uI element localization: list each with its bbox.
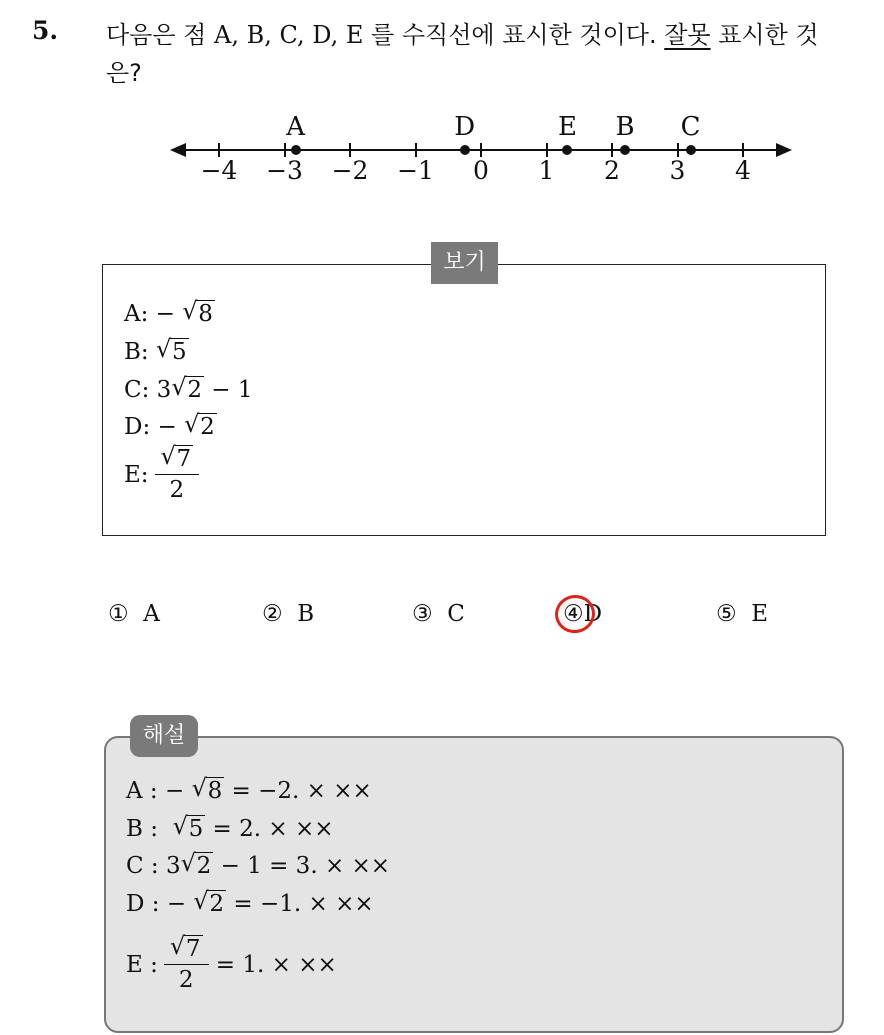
number-line-tick-mark [415, 143, 417, 157]
sqrt-symbol [163, 446, 194, 472]
choice-mark: ② [262, 601, 283, 627]
explanation-line-b [126, 816, 334, 842]
exp-radicand: 2 [209, 891, 225, 917]
bogi-item-label: C: [124, 377, 150, 403]
explanation-title: 해설 [130, 715, 198, 757]
choice-2[interactable] [262, 601, 314, 627]
question-points: A, B, C, D, E [214, 21, 364, 49]
exp-radicand: 8 [207, 778, 223, 804]
fraction-numerator [155, 446, 200, 475]
fraction [164, 936, 209, 993]
bogi-item-label: E: [124, 461, 149, 488]
number-line-point-c [686, 145, 696, 155]
bogi-item-pre: − [150, 414, 185, 440]
question-underlined: 잘못 [664, 21, 711, 49]
bogi-item-pre: − [148, 301, 183, 327]
number-line-point-label: E [557, 112, 577, 142]
sqrt-symbol [175, 816, 206, 842]
choice-3[interactable] [412, 601, 465, 627]
number-line-tick-label: 3 [669, 156, 686, 185]
answer-circle-mark [551, 591, 598, 636]
choice-text: A [143, 601, 160, 627]
exp-radicand: 7 [185, 936, 201, 962]
bogi-item-label: A: [124, 301, 149, 327]
bogi-item-label: B: [124, 339, 149, 365]
number-line-tick-label: 1 [538, 156, 555, 185]
number-line-tick-mark [546, 143, 548, 157]
bogi-item-label: D: [124, 414, 151, 440]
number-line-tick-label: 4 [735, 156, 751, 185]
choice-mark: ⑤ [716, 601, 737, 627]
sqrt-symbol [195, 891, 226, 917]
bogi-item-c [124, 377, 252, 403]
number-line-point-e [562, 145, 572, 155]
fraction [155, 446, 200, 503]
number-line-tick-label: −3 [266, 156, 303, 185]
exp-label: A : [126, 778, 158, 804]
exp-post: = 1. × ×× [208, 951, 337, 978]
choice-text: D [583, 601, 603, 627]
exp-pre [158, 816, 173, 842]
exp-radicand: 2 [196, 853, 212, 879]
sqrt-symbol [158, 339, 189, 365]
sqrt-symbol [184, 301, 215, 327]
question-text-pre: 다음은 점 [106, 21, 214, 49]
question-text-mid: 를 수직선에 표시한 것이다. [363, 21, 665, 49]
exp-label: B : [126, 816, 158, 842]
exp-post: = −1. × ×× [226, 891, 374, 917]
sqrt-symbol [186, 414, 217, 440]
exp-post: = −2. × ×× [224, 778, 372, 804]
bogi-item-b [124, 339, 189, 365]
bogi-title: 보기 [431, 242, 498, 284]
fraction-denominator: 2 [169, 477, 185, 503]
fraction-numerator [164, 936, 209, 965]
number-line-point-label: C [680, 112, 701, 142]
choice-5[interactable] [716, 601, 768, 627]
number-line-tick-mark [611, 143, 613, 157]
bogi-item-radicand: 2 [187, 377, 202, 403]
number-line-tick-label: −2 [331, 156, 369, 185]
choice-1[interactable] [108, 601, 160, 627]
number-line-point-label: D [454, 112, 476, 142]
sqrt-symbol [172, 936, 203, 962]
question-text-post: 표시한 것 [710, 21, 819, 49]
number-line-point-a [291, 145, 301, 155]
choice-mark: ④ [563, 601, 584, 627]
number-line-point-label: A [286, 112, 306, 142]
number-line-tick-mark [284, 143, 286, 157]
explanation-line-e [126, 936, 337, 993]
choice-mark: ① [108, 601, 129, 627]
bogi-item-radicand: 2 [200, 414, 215, 440]
number-line-point-d [460, 145, 470, 155]
sqrt-symbol [194, 778, 225, 804]
number-line-tick-mark [742, 143, 744, 157]
exp-post: − 1 = 3. × ×× [213, 853, 391, 879]
bogi-item-a [124, 301, 215, 327]
number-line-point-label: B [615, 112, 635, 142]
number-line-tick-mark [677, 143, 679, 157]
bogi-item-d [124, 414, 217, 440]
bogi-item-e [124, 446, 199, 503]
number-line-tick-label: −4 [200, 156, 238, 185]
bogi-item-radicand: 5 [171, 339, 187, 365]
choice-text: C [447, 601, 465, 627]
bogi-item-pre: 3 [149, 377, 172, 403]
bogi-item-radicand: 8 [198, 301, 213, 327]
choice-mark: ③ [412, 601, 433, 627]
explanation-line-a [126, 778, 372, 804]
exp-pre: − [159, 891, 194, 917]
choice-text: E [751, 601, 769, 627]
number-line-tick-mark [218, 143, 220, 157]
fraction-denominator: 2 [178, 967, 194, 993]
number-line-right-arrow [776, 143, 792, 157]
bogi-item-radicand: 7 [176, 446, 192, 472]
number-line-tick-label: 2 [604, 156, 620, 185]
number-line-tick-label: 0 [473, 156, 489, 185]
exp-radicand: 5 [188, 816, 204, 842]
exp-post: = 2. × ×× [205, 816, 334, 842]
bogi-item-pre [149, 339, 156, 365]
question-number: 5. [32, 16, 59, 45]
exp-pre: − [157, 778, 192, 804]
exp-label: E : [126, 951, 158, 978]
exp-label: C : [126, 853, 159, 879]
number-line-tick-mark [349, 143, 351, 157]
number-line-point-b [620, 145, 630, 155]
number-line-tick-mark [480, 143, 482, 157]
choice-text: B [297, 601, 315, 627]
question-line2: 은? [106, 59, 142, 87]
bogi-item-post: − 1 [203, 377, 253, 403]
sqrt-symbol [173, 377, 204, 403]
number-line-tick-label: −1 [397, 156, 434, 185]
exp-label: D : [126, 891, 160, 917]
explanation-line-d [126, 891, 374, 917]
explanation-line-c [126, 853, 390, 879]
exp-pre: 3 [158, 853, 181, 879]
question-text [106, 16, 866, 92]
sqrt-symbol [183, 853, 214, 879]
